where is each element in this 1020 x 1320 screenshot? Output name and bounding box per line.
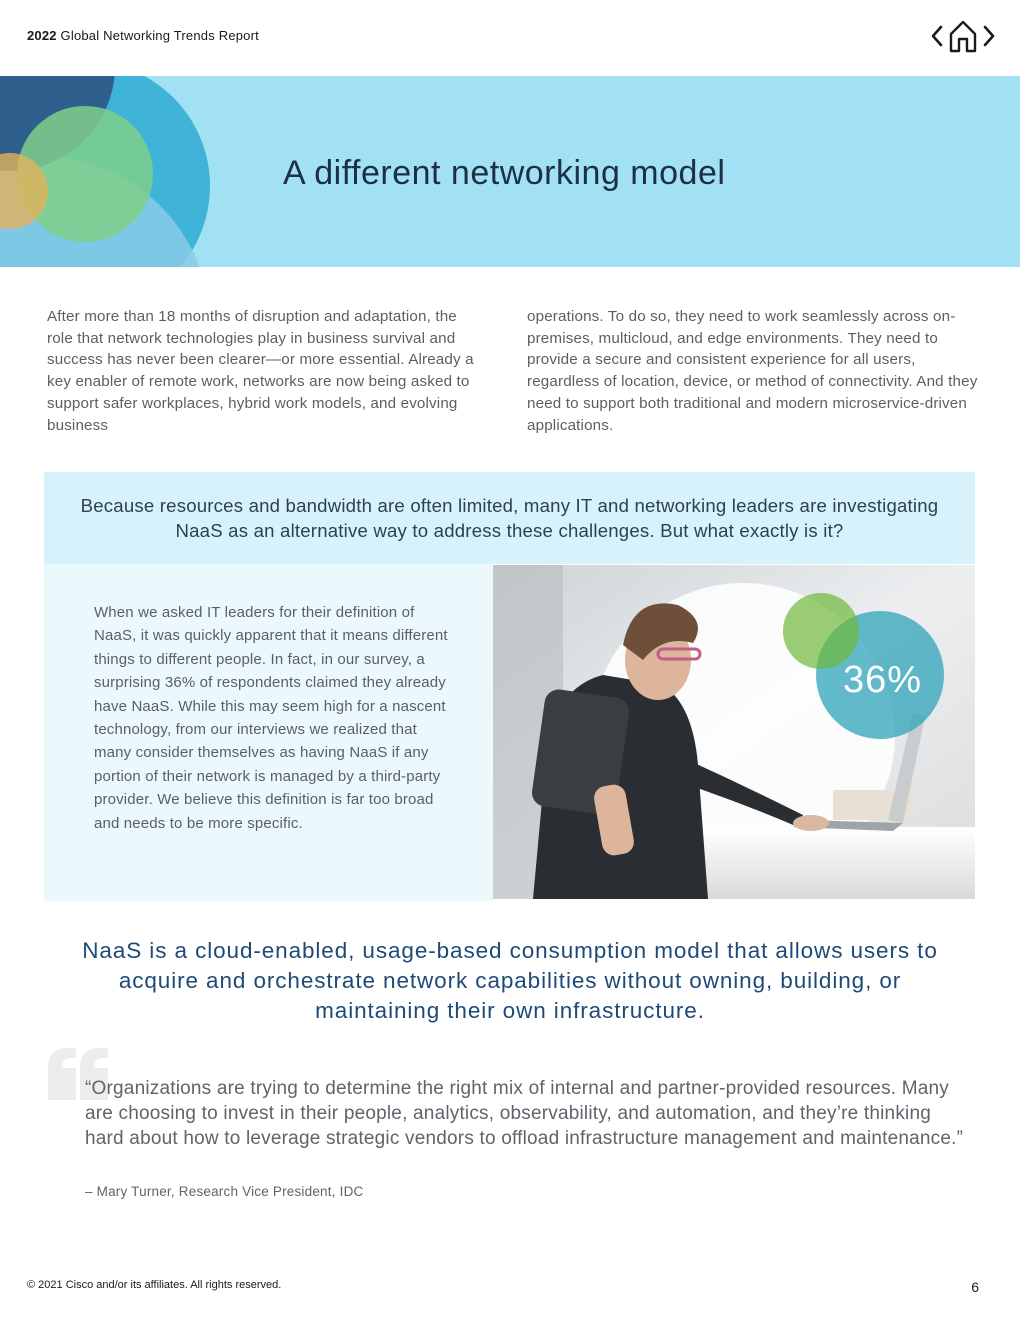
hero-banner (0, 76, 1020, 267)
quote-text: “Organizations are trying to determine the right mix of internal and partner-provided resources. Many are choosing to invest in their people, analytics, observability, and automation, and they’re thinking hard about how to leverage strategic vendors to offload infrastructure management and maintenance.” (85, 1078, 964, 1149)
page-navigation (930, 18, 996, 54)
survey-panel (44, 564, 493, 901)
chevron-right-icon[interactable] (982, 24, 996, 48)
page-number: 6 (971, 1279, 979, 1295)
report-year: 2022 (27, 28, 57, 43)
copyright: © 2021 Cisco and/or its affiliates. All rights reserved. (27, 1279, 282, 1291)
report-name: Global Networking Trends Report (60, 28, 259, 43)
callout-box (44, 472, 975, 564)
hero-circles-graphic (0, 76, 240, 267)
intro-column-left: After more than 18 months of disruption and adaptation, the role that network technologies play in business survival and success has never been clearer—or more essential. Already a key enabler of remote work, networks are now being asked to support safer workplaces, hybrid work models, and evolving business (47, 308, 474, 434)
quote-attribution: – Mary Turner, Research Vice President, IDC (85, 1184, 364, 1199)
naas-definition: NaaS is a cloud-enabled, usage-based consumption model that allows users to acquire and orchestrate network capabilities without owning, building, or maintaining their own infrastructure. (82, 938, 938, 1023)
page-title: A different networking model (283, 154, 726, 192)
chevron-left-icon[interactable] (930, 24, 944, 48)
intro-column-right: operations. To do so, they need to work seamlessly across on-premises, multicloud, and edge environments. They need to provide a secure and consistent experience for all users, regardless of location, device, or method of connectivity. And they need to support both traditional and modern microservice-driven applications. (527, 308, 978, 434)
survey-text: When we asked IT leaders for their definition of NaaS, it was quickly apparent that it means different things to different people. In fact, in our survey, a surprising 36% of respondents claimed they already have NaaS. While this may seem high for a nascent technology, from our interviews we realized that many consider themselves as having NaaS if any portion of their network is managed by a third-party provider. We believe this definition is far too broad and needs to be more specific. (94, 604, 448, 832)
report-title (27, 28, 259, 43)
stat-bubbles-graphic (493, 565, 975, 899)
woman-laptop-photo (493, 565, 975, 899)
home-icon[interactable] (948, 19, 978, 53)
callout-text: Because resources and bandwidth are often limited, many IT and networking leaders are investigating NaaS as an alternative way to address these challenges. But what exactly is it? (80, 495, 939, 541)
stat-percentage: 36% (843, 659, 923, 701)
